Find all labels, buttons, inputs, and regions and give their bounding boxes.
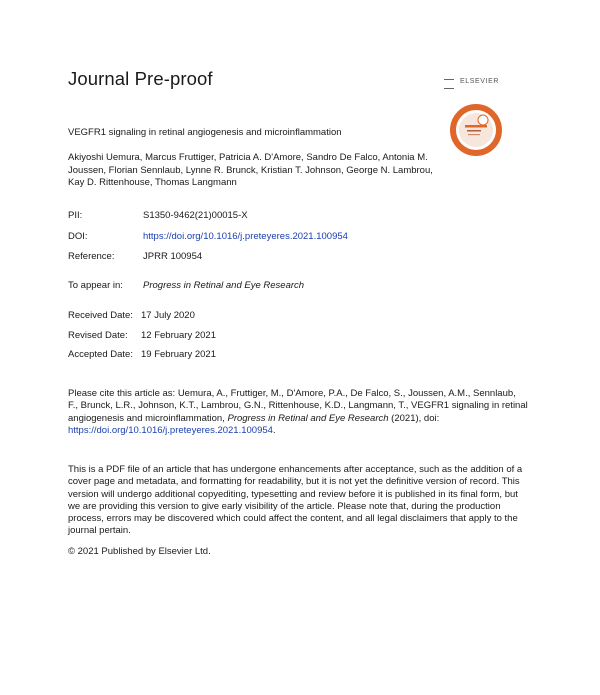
publisher-logo <box>444 74 522 92</box>
author-list: Akiyoshi Uemura, Marcus Fruttiger, Patricia A. D'Amore, Sandro De Falco, Antonia M. Joussen, Florian Sennlaub, Lynne R. Brunck, Kristian T. Johnson, George N. Lambrou, Kay D. Rittenhouse, Thomas Langmann <box>68 152 433 189</box>
citation-paragraph <box>68 388 528 437</box>
article-title: VEGFR1 signaling in retinal angiogenesis and microinflammation <box>68 127 342 138</box>
copyright-notice: © 2021 Published by Elsevier Ltd. <box>68 546 211 557</box>
received-date-label: Received Date: <box>68 310 133 321</box>
accepted-date-label: Accepted Date: <box>68 349 133 360</box>
citation-year: (2021), doi: <box>388 412 440 424</box>
appear-in-label: To appear in: <box>68 280 123 291</box>
publisher-logo-mark-icon <box>444 79 454 89</box>
citation-end: . <box>272 424 276 436</box>
doi-label: DOI: <box>68 231 88 242</box>
revised-date-label: Revised Date: <box>68 330 128 341</box>
citation-text: Please cite this article as: Uemura, A., Fruttiger, M., D'Amore, P.A., De Falco, S., Joussen, A.M., Sennlaub, F., Brunck, L.R., Johnson, K.T., Lambrou, G.N., Rittenhouse, K.D., Langmann, T., VEGFR1 signaling in retinal angiogenesis and microinflammation, <box>68 388 528 424</box>
publisher-logo-text: ELSEVIER <box>460 78 500 85</box>
reference-value: JPRR 100954 <box>143 251 203 262</box>
disclaimer-paragraph: This is a PDF file of an article that has undergone enhancements after acceptance, such as the addition of a cover page and metadata, and formatting for readability, but it is not yet the definitive version of record. This version will undergo additional copyediting, typesetting and review before it is published in its final form, but we are providing this version to give early visibility of the article. Please note that, during the production process, errors may be discovered which could affect the content, and all legal disclaimers that apply to the journal pertain. <box>68 464 523 537</box>
accepted-date-value: 19 February 2021 <box>141 349 216 360</box>
revised-date-value: 12 February 2021 <box>141 330 216 341</box>
reference-label: Reference: <box>68 251 115 262</box>
received-date-value: 17 July 2020 <box>141 310 195 321</box>
citation-doi-link[interactable]: https://doi.org/10.1016/j.preteyeres.2021.100954 <box>68 424 273 436</box>
doi-link[interactable]: https://doi.org/10.1016/j.preteyeres.2021.100954 <box>143 231 348 242</box>
journal-pre-proof-heading: Journal Pre-proof <box>68 68 213 89</box>
journal-cover-icon <box>446 100 506 160</box>
appear-in-journal: Progress in Retinal and Eye Research <box>143 280 305 291</box>
pii-value: S1350-9462(21)00015-X <box>143 210 248 221</box>
citation-journal: Progress in Retinal and Eye Research <box>227 412 389 424</box>
journal-cover-thumbnail <box>446 100 506 160</box>
pii-label: PII: <box>68 210 83 221</box>
